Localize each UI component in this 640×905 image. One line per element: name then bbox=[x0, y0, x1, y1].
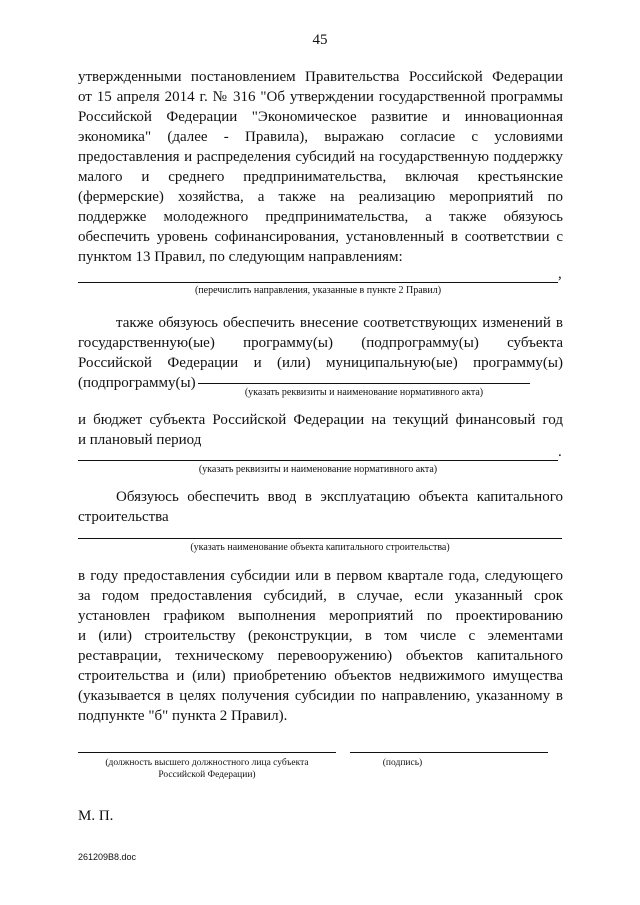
text-line: Обязуюсь обеспечить ввод в эксплуатацию объекта капитального bbox=[116, 489, 563, 505]
text-line: малого и среднего предпринимательства, включая крестьянские bbox=[78, 169, 563, 185]
paragraph-deadline bbox=[78, 566, 563, 726]
paragraph-program-changes bbox=[78, 313, 563, 393]
official-position-caption bbox=[78, 757, 336, 781]
directions-fill-line bbox=[78, 282, 558, 283]
signature-caption: (подпись) bbox=[382, 758, 423, 768]
text-line: строительства bbox=[78, 509, 169, 525]
caption-line: Российской Федерации) bbox=[158, 770, 256, 780]
text-line: от 15 апреля 2014 г. № 316 "Об утверждении государственной программы bbox=[78, 89, 563, 105]
paragraph-consent bbox=[78, 67, 563, 267]
text-line: Российской Федерации "Экономическое развитие и инновационная bbox=[78, 109, 563, 125]
text-line: реставрации, техническому перевооружению) объектов капитального bbox=[78, 648, 563, 664]
text-line: Российской Федерации и (или) муниципальную(ые) программу(ы) bbox=[78, 355, 563, 371]
budget-act-caption: (указать реквизиты и наименование нормативного акта) bbox=[198, 464, 438, 475]
program-act-caption: (указать реквизиты и наименование нормативного акта) bbox=[244, 387, 484, 398]
text-line: и (или) строительству (реконструкции, в том числе с элементами bbox=[78, 628, 563, 644]
construction-object-caption: (указать наименование объекта капитального строительства) bbox=[190, 542, 450, 553]
footer-file-name: 261209B8.doc bbox=[78, 852, 137, 862]
text-line: экономика" (далее - Правила), выражаю согласие с условиями bbox=[78, 129, 563, 145]
text-line: за годом предоставления субсидий, в случае, если указанный срок bbox=[78, 588, 563, 604]
program-act-fill-line bbox=[198, 383, 530, 384]
paragraph-budget bbox=[78, 410, 563, 450]
text-line: утвержденными постановлением Правительства Российской Федерации bbox=[78, 69, 563, 85]
text-line: и плановый период bbox=[78, 432, 202, 448]
text-line: (подпрограмму(ы) bbox=[78, 375, 196, 391]
caption-line: (должность высшего должностного лица субъекта bbox=[105, 758, 309, 768]
text-line: (указывается в целях получения субсидии по направлению, указанному в bbox=[78, 688, 563, 704]
directions-caption: (перечислить направления, указанные в пункте 2 Правил) bbox=[194, 285, 442, 296]
text-line: государственную(ые) программу(ы) (подпрограмму(ы) субъекта bbox=[78, 335, 563, 351]
text-line: пунктом 13 Правил, по следующим направлениям: bbox=[78, 249, 403, 265]
official-position-fill-line bbox=[78, 752, 336, 753]
text-line: подпункте "б" пункта 2 Правил). bbox=[78, 708, 288, 724]
text-line: (фермерские) хозяйства, а также на реализацию мероприятий по bbox=[78, 189, 563, 205]
field-trailing-period: . bbox=[558, 444, 562, 460]
text-line: в году предоставления субсидии или в первом квартале года, следующего bbox=[78, 568, 563, 584]
field-trailing-comma: , bbox=[558, 266, 562, 282]
stamp-mark: М. П. bbox=[78, 808, 114, 824]
construction-object-fill-line bbox=[78, 538, 562, 539]
text-line: также обязуюсь обеспечить внесение соответствующих изменений в bbox=[116, 315, 563, 331]
budget-act-fill-line bbox=[78, 460, 558, 461]
text-line: и бюджет субъекта Российской Федерации на текущий финансовый год bbox=[78, 412, 563, 428]
text-line: предоставления и распределения субсидий на государственную поддержку bbox=[78, 149, 563, 165]
paragraph-commissioning bbox=[78, 487, 563, 527]
text-line: поддержке молодежного предпринимательства, а также обязуюсь bbox=[78, 209, 563, 225]
text-line: обеспечить уровень софинансирования, установленный в соответствии с bbox=[78, 229, 563, 245]
page-number: 45 bbox=[312, 32, 328, 48]
text-line: строительства и (или) приобретению объектов недвижимого имущества bbox=[78, 668, 563, 684]
signature-fill-line bbox=[350, 752, 548, 753]
text-line: установлен графиком выполнения мероприятий по проектированию bbox=[78, 608, 563, 624]
